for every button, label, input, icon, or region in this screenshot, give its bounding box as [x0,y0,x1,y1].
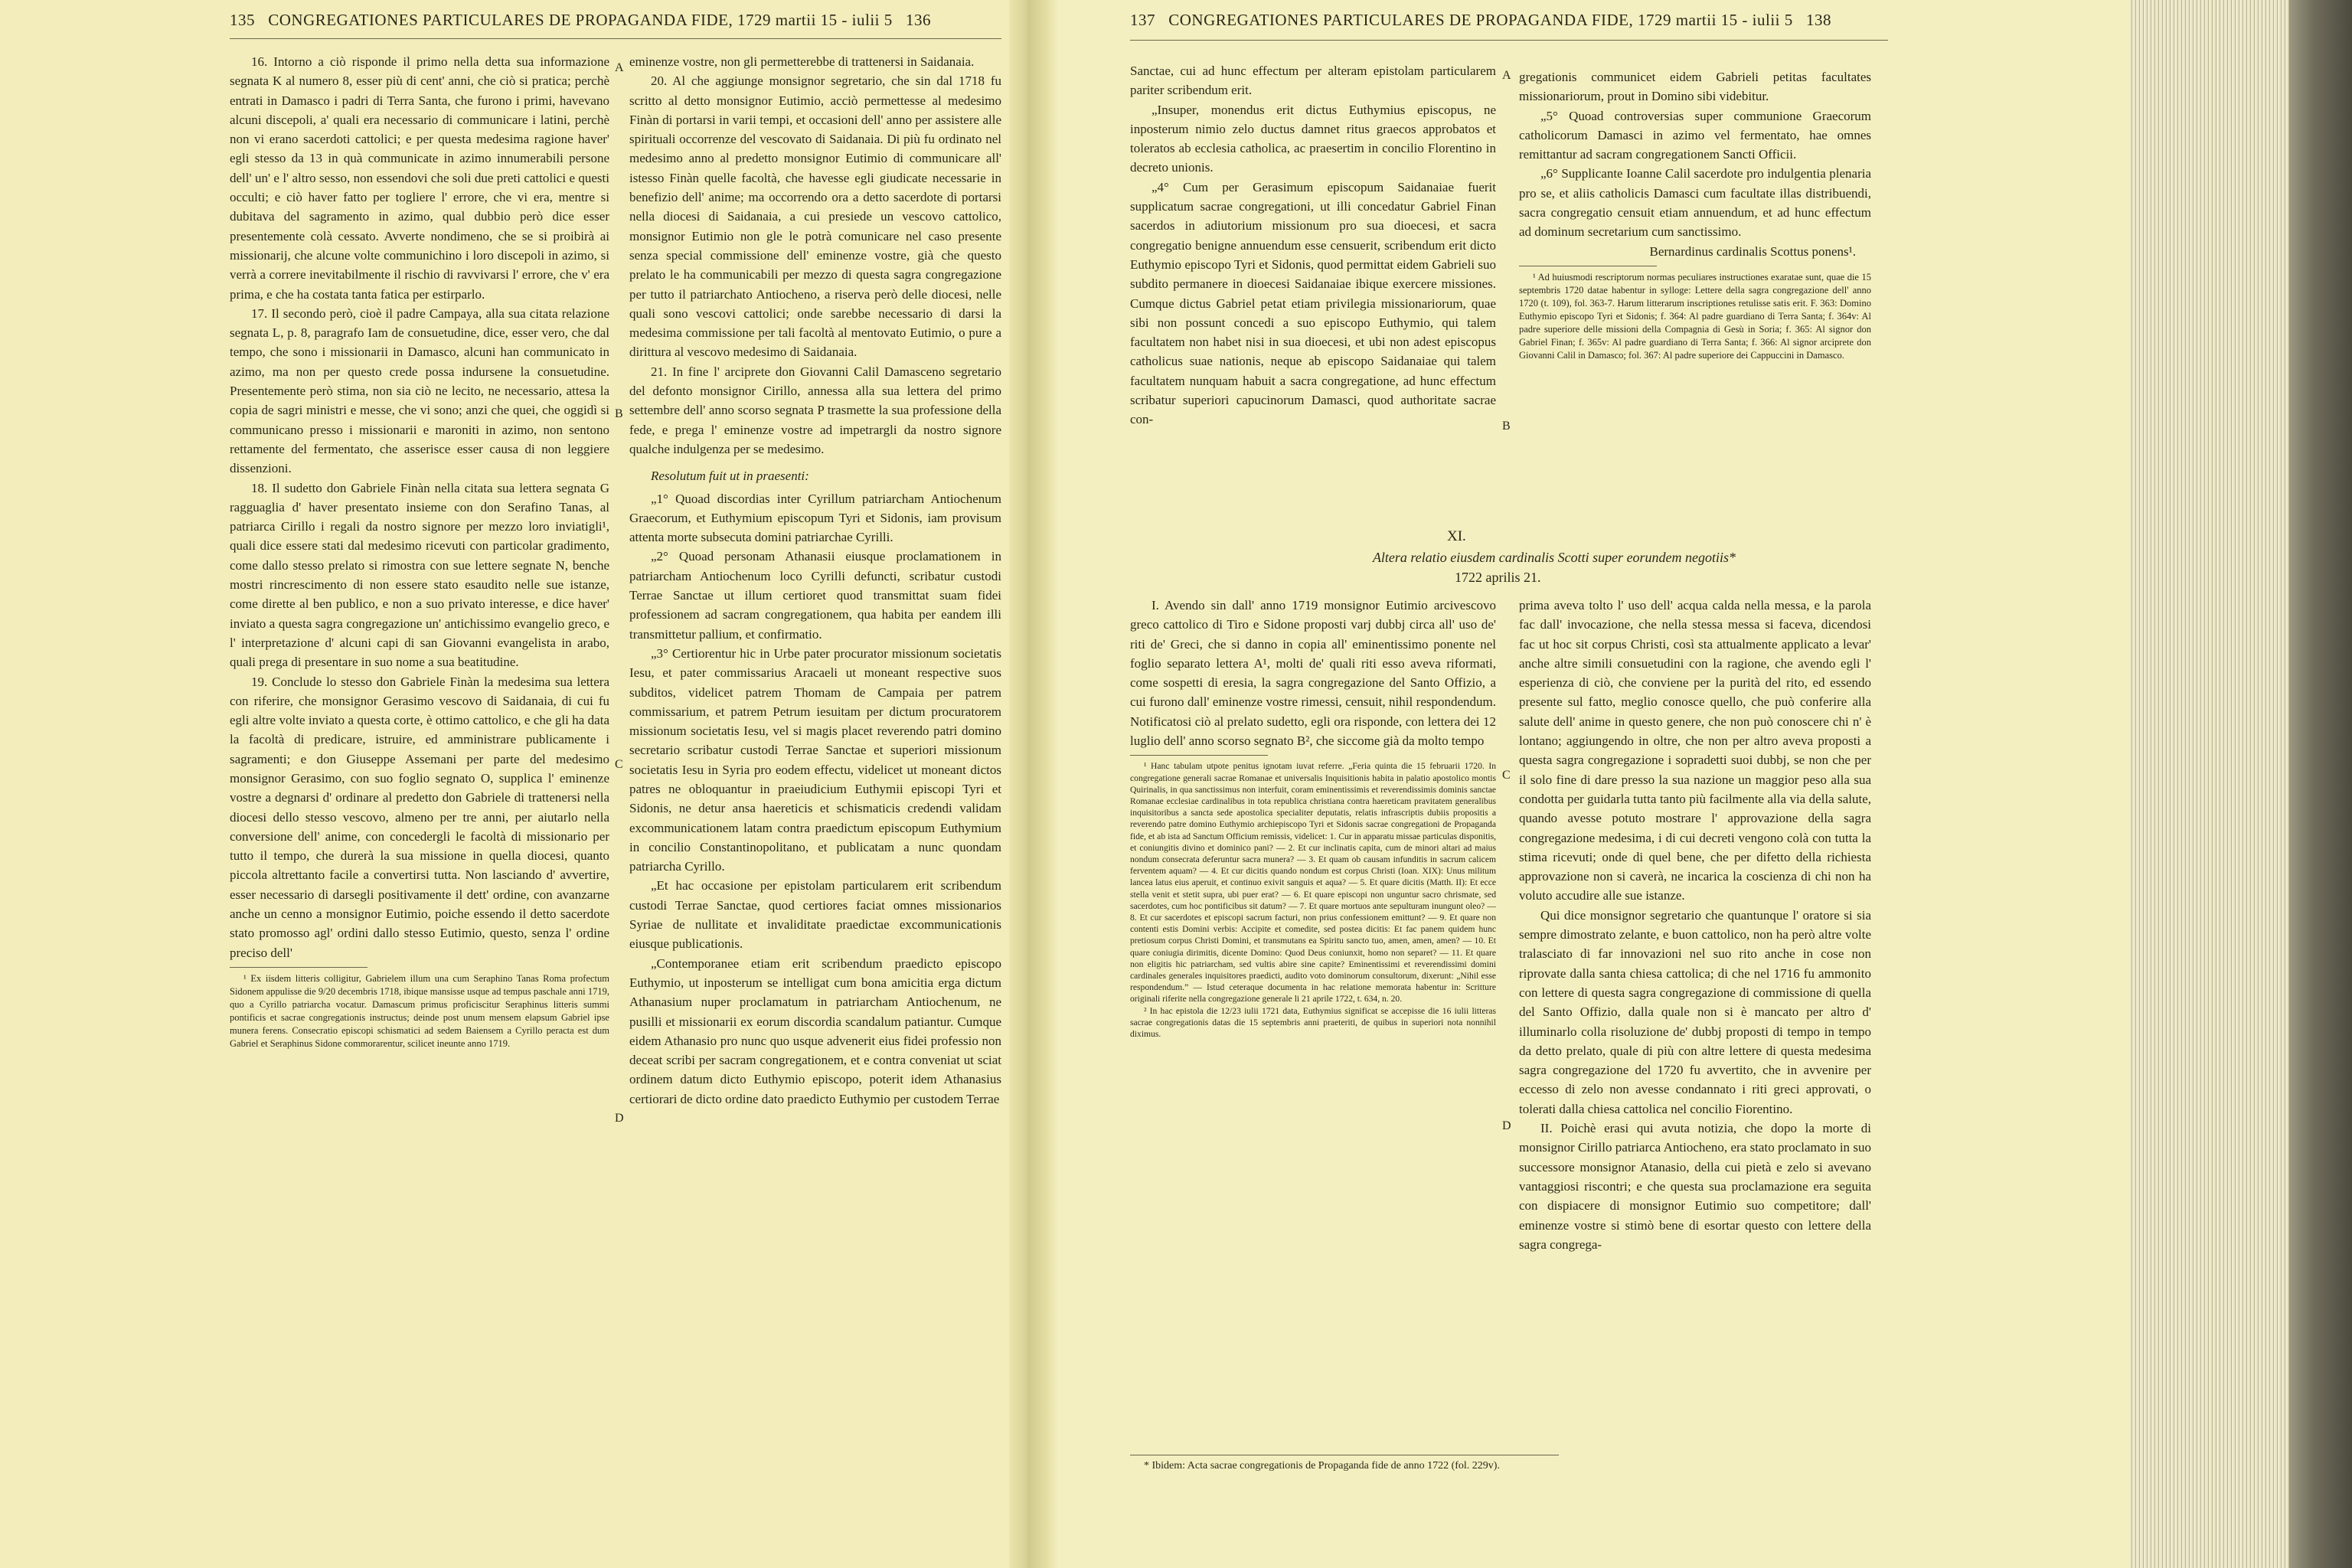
paragraph-II: II. Poichè erasi qui avuta notizia, che dopo la morte di monsignor Cirillo patriarca Antiocheno, era stato proclamato in suo successore monsignor Atanasio, della cui pietà e zelo si avevano vantaggiosi riscontri; e che questa sua proclamazione era seguita con dispiacere di monsignor Eutimio suo competitore; dall' eminenze vostre si stimò bene di esortar questo con lettere della sagra congrega- [1519,1121,1871,1252]
footnote-text: ¹ Ex iisdem litteris colligitur, Gabrielem illum una cum Seraphino Tanas Roma profectum Sidonem appulisse die 9/20 decembris 1718, ibique mansisse usque ad tempus paschale anni 1719, quo a Cyrillo patriarcha vocatur. Damascum primus proficiscitur Seraphinus litteris summi pontificis et sacrae congregationis instructus; deinde post unum mensem elapsum Gabriel ipse munera ferens. Consecratio episcopi schismatici ad sedem Baiensem a Cyrillo peracta est dum Gabriel et Seraphinus Sidone commorarentur, scilicet ineunte anno 1719. [230,972,609,1049]
margin-letter-c-right: C [1502,769,1511,782]
paragraph-qui-dice: Qui dice monsignor segretario che quantunque l' oratore si sia sempre dimostrato zelante, e buon cattolico, non ha però altre volte tralasciato di far innovazioni nel suo rito anche in cose non riprovate dalla santa chiesa cattolica; di che nel 1716 fu ammonito con lettere di questa sagra congregazione di commissione di quella del Santo Offizio, dalla quale non si è mancato per altro d' illuminarlo colla risoluzione de' dubbj proposti di tempo in tempo da detto prelato, quale di più con altre lettere di questa medesima sagra congregazione del 1720 fu avvertito, che in avvenire per eccesso di zelo non avesse condannato i riti greci approvati, o tolerati dalla chiesa cattolica nel concilio Fiorentino. [1519,907,1871,1116]
margin-letter-d: D [615,1112,624,1125]
right-column-1-bottom [1130,596,1496,1040]
paragraph-I: I. Avendo sin dall' anno 1719 monsignor Eutimio arcivescovo greco cattolico di Tiro e Sidone proposti varj dubbj circa all' uso de' riti de' Greci, che si danno in copia all' eminentissimo ponente nel foglio separato lettera A¹, molti de' quali riti esso aveva riformati, come sospetti di eresia, la sagra congregazione del Santo Offizio, a cui furono dall' eminenze vostre rimessi, censuit, nihil respondendum. Notificatosi ciò al prelato sudetto, egli ora risponde, con lettera dei 12 luglio dell' anno scorso segnato B², che siccome già da molto tempo [1130,598,1496,749]
resolutum-heading: Resolutum fuit ut in praesenti: [651,469,809,484]
paragraph-21: 21. In fine l' arciprete don Giovanni Calil Damasceno segretario del defonto monsignor Cirillo, annessa alla sua lettera del primo settembre dell' anno scorso segnata P trasmette la sua professione della fede, e prega l' eminenze vostre ad impetrargli da nostro signore qualche indulgenza per se medesimo. [629,364,1001,456]
margin-letter-c: C [615,758,623,771]
paragraph-prima: prima aveva tolto l' uso dell' acqua calda nella messa, e la parola fac dall' invocazione, che nella stessa messa si faceva, dicendosi fac ut hoc sit corpus Christi, così sta attualmente applicato a levar' anche altre simili consuetudini con la ragione, che avendo egli l' esperienza di ciò, che conviene per la purità del rito, ed essendo presente sul fatto, meglio conosce quello, che può conferire alla salute dell' anime in questo genere, che non può conoscere chi n' è lontano; aggiungendo in oltre, che non per altro aveva proposti a questa sagra congregazione i sopradetti suoi dubbj, se non che per il solo fine di dare presso la sua nazione un maggior peso alla sua condotta per guidarla tutta tanto più facilmente alla via della salute, quando avesse potuto mostrare l' approvazione della sagra congregazione medesima, i di cui decreti vengono colà con tutta la stima ricevuti; onde di quel bene, che per difetto della richiesta approvazione non si caverà, ne incarica la coscienza di chi non ha voluto accudire alle sue istanze. [1519,598,1871,903]
footnote-rule [230,967,368,968]
page-number-136: 136 [906,11,931,29]
header-rule-left [230,38,1001,39]
margin-letter-d-right: D [1502,1119,1511,1132]
margin-letter-b-right: B [1502,420,1511,433]
book-cover-edge [2289,0,2352,1568]
signature-scottus: Bernardinus cardinalis Scottus ponens¹. [1649,243,1856,259]
paragraph-19: 19. Conclude lo stesso don Gabriele Finàn la medesima sua lettera con riferire, che monsignor Gerasimo vescovo di Saidanaia, di cui fu egli altre volte inviato a questa corte, è ottimo cattolico, e che gli ha data la facoltà di predicare, istruire, ed amministrare publicamente i sagramenti; e don Giuseppe Assemani per parte del medesimo monsignor Gerasimo, con suo foglio segnato O, supplica l' eminenze vostre a degnarsi d' ordinare al predetto don Gabriele di trattenersi nella diocesi dello stesso vescovo, almeno per tre anni, per aiutarlo nella conversione dell' anime, con concedergli le facoltà di missionario per tutto il tempo, che durerà la sua missione in quella diocesi, quanto piccola altrettanto facile a convertirsi tutta. Non lasciando d' avvertire, esser necessario di darsegli positivamente il dett' ordine, con avanzarne anche un cenno a monsignor Eutimio, poiche essendo il detto sacerdote stato promosso agl' ordini dallo stesso Eutimio, questo, senza l' ordine preciso dell' [230,674,609,960]
page-number-135: 135 [230,11,255,29]
bottom-footnote [1130,1459,1819,1472]
right-column-2-bottom [1519,596,1871,1254]
page-number-137: 137 [1130,11,1155,29]
resolution-1: „1° Quoad discordias inter Cyrillum patriarcham Antiochenum Graecorum, et Euthymium episcopum Tyri et Sidonis, iam provisum attenta morte subsecuta domini patriarchae Cyrilli. [629,491,1001,545]
section-title: Altera relatio eiusdem cardinalis Scotti super eorundem negotiis* [1372,550,1736,565]
running-title: CONGREGATIONES PARTICULARES DE PROPAGANDA FIDE, 1729 martii 15 - iulii 5 [268,11,893,29]
margin-letter-a-right: A [1502,69,1511,82]
left-column-2 [629,52,1001,1109]
right-column-2-top [1519,67,1871,362]
book-gutter-right [1027,0,1058,1568]
resolution-5: „5° Quoad controversias super communione Graecorum catholicorum Damasci in azimo vel fermentato, hae omnes remittantur ad sacram congregationem Sancti Officii. [1519,108,1871,162]
paragraph-insuper: „Insuper, monendus erit dictus Euthymius episcopus, ne inposterum nimio zelo ductus damnet ritus graecos approbatos et toleratos ab ecclesia catholica, ac praesertim in concilio Florentino in decreto unionis. [1130,102,1496,175]
footnote-text-right: ¹ Ad huiusmodi rescriptorum normas peculiares instructiones exaratae sunt, quae die 15 septembris 1720 datae habentur in sylloge: Lettere della sagra congregazione dell' anno 1720 (t. 109), fol. 363-7. Harum litterarum inscriptiones retulisse satis erit. F. 363: Domino Euthymio episcopo Tyri et Sidonis; f. 364: Al padre guardiano di Terra Santa; f. 364v: Al padre superiore delle missioni della Compagnia di Gesù in Soria; f. 365: Al signor don Gabriel Finan; f. 365v: Al padre guardiano di Terra Santa; f. 366: Al signor arciprete don Giovanni Calil in Damasco; fol. 367: Al padre superiore dei Cappuccini in Damasco. [1519,271,1871,361]
right-column-1-top [1130,61,1496,430]
header-rule-right [1130,40,1888,41]
footnote-1-tabulam: ¹ Hanc tabulam utpote penitus ignotam iuvat referre. „Feria quinta die 15 februarii 1720. In congregatione generali sacrae Romanae et universalis Inquisitionis habita in palatio apostolico montis Quirinalis, in qua sanctissimus non interfuit, coram eminentissimis et reverendissimis dominis sanctae Romanae ecclesiae cardinalibus in tota republica christiana contra haereticam pravitatem generalibus inquisitoribus a sancta sede apostolica specialiter deputatis, relatis infrascriptis dubiis propositis a reverendo patre domino Euthymio archiepiscopo Tyri et Sidonis sacrae congregationi de Propaganda fide, et ab ista ad Sanctum Officium remissis, videlicet: 1. Cur in apparatu missae particulas disponitis, et coniungitis divino et dominico pani? — 2. Et cur inclinatis capita, cum de minori altari ad maius nondum consecrata deferuntur sacra munera? — 3. Et quam ob causam infunditis in sacrum calicem ferventem aquam? — 4. Et cur dicitis quando nondum est corpus Christi (Ioan. XIX): Unus militum lancea latus eius aperuit, et continuo exivit sanguis et aqua? — 5. Et quare dicitis (Matth. II): Et ecce stella venit et stetit supra, ubi puer erat? — 6. Et quare episcopi non unguntur sacro chrismate, sed sacerdotes, cum hoc pontificibus sit datum? — 7. Et quare mortuos ante sepulturam inungunt oleo? — 8. Et cur sacerdotes et episcopi sacrum facturi, non prius confessionem emittunt? — 9. Et quare non contenti estis Domini verbis: Accipite et comedite, sed postea dicitis: Et fac panem quidem hunc pretiosum corpus Christi Domini, et transmutans ea Spiritu sancto tuo, amen, amen, amen? — 10. Et quare coniugia dirimitis, dicente Domino: Quod Deus coniunxit, homo non separet? — 11. Et quare non eligitis hic patriarcham, sed vultis abire sine capite? Eminentissimi et reverendissimi domini cardinales generales inquisitores praedicti, audito voto dominorum consultorum, dixerunt: „Nihil esse respondendum.” — Istud ceteraque documenta in hac relatione memorata habentur in: Scritture originali riferite nella congregazione generale li 21 aprile 1722, t. 634, n. 20. [1130,761,1496,1004]
footnotes-right-bottom [1130,760,1496,1040]
left-column-1 [230,52,609,1050]
footnote-rule-right-bottom [1130,755,1268,756]
resolution-3-addendum: „Et hac occasione per epistolam particularem erit scribendum custodi Terrae Sanctae, quod certiores faciat omnes missionarios Syriae de nullitate et invaliditate praedictae excommunicationis eiusque publicationis. [629,878,1001,952]
resolution-6: „6° Supplicante Ioanne Calil sacerdote pro indulgentia plenaria pro se, et aliis catholicis Damasci cum facultate illas distribuendi, sacra congregatio censuit etiam annuendum, et ad hunc effectum ad dominum secretarium cum sanctissimo. [1519,166,1871,240]
resolution-3-contemporanee: „Contemporanee etiam erit scribendum praedicto episcopo Euthymio, ut inposterum se intelligat cum bona amicitia erga dictum Athanasium nuper proclamatum in patriarcham Antiochenum, ne pusilli et missionarii ex eorum discordia scandalum patiantur. Cumque eidem Athanasio pro nunc quo usque advenerit eius fidei professio non deceat scribi per sacram congregationem, et e contra conveniat ut sciat ordinem datum dicto Euthymio episcopo, poterit idem Athanasius certiorari de dicto ordine dato praedicto Euthymio per custodem Terrae [629,956,1001,1106]
paragraph-sanctae: Sanctae, cui ad hunc effectum per alteram epistolam particularem pariter scribendum erit. [1130,64,1496,98]
section-date: 1722 aprilis 21. [1455,570,1541,585]
resolution-4: „4° Cum per Gerasimum episcopum Saidanaiae fuerit supplicatum sacrae congregationi, ut illi concedatur Gabriel Finan sacerdos in adiutorium missionum pro sua dioecesi, et sacra congregatio benigne annuendum esse censuerit, scribendum erit dicto Euthymio episcopo Tyri et Sidonis, quod permittat eidem Gabrieli suo subdito permanere in dioecesi Saidanaiae ibique exercere missiones. Cumque dictus Gabriel petat etiam privilegia missionariorum, quae sibi non possunt concedi a suo episcopo Euthymio, qui talem facultatem non habet nisi in sua dioecesi, et ubi non adest episcopus catholicus suae nationis, neque ab episcopo Saidanaiae qui talem facultatem nunquam habuit a sacra congregatione, ad hunc effectum scribatur superiori capucinorum Damasci, quod authoritate sacrae con- [1130,179,1496,427]
paragraph-continuation: eminenze vostre, non gli permetterebbe di trattenersi in Saidanaia. [629,54,975,69]
paragraph-17: 17. Il secondo però, cioè il padre Campaya, alla sua citata relazione segnata L, p. 8, paragrafo Iam de consuetudine, dice, esser vero, che dal tempo, che sono i missionarii in Damasco, alcuni han communicato in azimo, ma non per questo crede possa indursene la consuetudine. Presentemente però stima, non sia ciò ne lecito, ne necessario, attesa la copia de sagri ministri e messe, che vi sono; anzi che quei, che oggidì si communicano presso i missionarii e maroniti in azimo, non sentono rettamente del fermentato, che asserisce esser causa di non leggiere dissenzioni. [230,305,609,476]
paragraph-20: 20. Al che aggiunge monsignor segretario, che sin dal 1718 fu scritto al detto monsignor Eutimio, acciò permettesse al medesimo Finàn di portarsi in varii tempi, et occasioni dell' anno per assistere alle spirituali occorrenze del vescovato di Saidanaia. Di più fu ordinato nel medesimo anno al predetto monsignor Eutimio di communicare all' istesso Finàn quelle facoltà, che havesse egli giudicate necessarie in benefizio dell' anime; ma occorrendo ora a detto sacerdote di portarsi nella diocesi di Saidanaia, a cui presiede un vescovo cattolico, monsignor Eutimio non gle le potrà comunicare nel caso presente senza special commissione dell' eminenze vostre, già che questo prelato le ha communicabili per mezzo di questa sagra congregazione per tutto il patriarchato Antiocheno, a riserva però delle diocesi, nelle quali sono vescovi cattolici; onde sarebbe necessario di darsi la medesima commissione per tali facoltà al mentovato Eutimio, o pure a dirittura al vescovo medesimo di Saidanaia. [629,74,1001,360]
paragraph-16: 16. Intorno a ciò risponde il primo nella detta sua informazione segnata K al numero 8, esser più di cent' anni, che ciò si pratica; perchè entrati in Damasco i padri di Terra Santa, che furono i primi, havevano alcuni discepoli, a' quali era necessario di communicare i latini, perchè non vi erano sacerdoti cattolici; e per questa medesima ragione haver' egli stesso da 13 in quà communicate in azimo innumerabili persone dell' un' e l' altro sesso, non essendovi che soli due preti cattolici e questi occulti; e ciò haver fatto per togliere l' errore, che vi era, mentre si dubitava del sagramento in azimo, qual dubbio però dice esser presentemente colà cessato. Avverte nondimeno, che se si proibirà ai missionarij, che alcune volte communichino i loro discepoli in azimo, si verrà a correre inevitabilmente il rischio di ravvivarsi l' errore, che v' era prima, e che ha costata tanta fatica per estirparlo. [230,54,609,302]
resolution-3: „3° Certiorentur hic in Urbe pater procurator missionum societatis Iesu, et pater commissarius Aracaeli ut moneant respective suos subditos, videlicet patrem Thomam de Campaia per patrem commissarium, et patrem Petrum iesuitam per dictum procuratorem missionum societatis Iesu, vel si magis placet reverendo patri domino secretario scribatur custodi Terrae Sanctae et superiori missionum societatis Iesu in Syria pro eodem effectu, videlicet ut moneant dictos patres ne obloquantur in praeiudicium Euthymii episcopi Tyri et Sidonis, ne detur ansa haereticis et schismaticis credendi validam excommunicationem latam contra praedictum episcopum Euthymium in concilio Constantinopolitano, et publicatam a nunc quondam patriarcha Cyrillo. [629,645,1001,874]
footnote-right-top [1519,271,1871,362]
paragraph-18: 18. Il sudetto don Gabriele Finàn nella citata sua lettera segnata G ragguaglia d' haver presentato insieme con don Serafino Tanas, al patriarca Cirillo i regali da nostro signore per mezzo loro inviatigli¹, quali dice essere stati dal medesimo ricevuti con particolar gradimento, come dallo stesso prelato si rimostra con sue lettere segnate N, benche mostri rincrescimento di non essere stato esaudito nelle sue istanze, come dirette al ben publico, e non a suo privato interesse, e dice haver' inviato a questa sagra congregazione un' antichissimo evangelio greco, e l' interpretazione d' alcuni capi di san Giovanni evangelista in arabo, quali prega di presentare in suo nome a sua beatitudine. [230,480,609,670]
section-number: XI. [1447,528,1466,544]
bottom-footnote-text: * Ibidem: Acta sacrae congregationis de Propaganda fide de anno 1722 (fol. 229v). [1144,1460,1500,1472]
margin-letter-b: B [615,407,623,420]
footnote-2-epistola: ² In hac epistola die 12/23 iulii 1721 data, Euthymius significat se accepisse die 16 iulii litteras sacrae congregationis datas die 15 septembris anni praeteriti, de quibus in superiori nota nonnihil diximus. [1130,1005,1496,1040]
paragraph-gregationis: gregationis communicet eidem Gabrieli petitas facultates missionariorum, prout in Domino sibi videbitur. [1519,70,1871,104]
page-number-138: 138 [1806,11,1831,29]
margin-letter-a: A [615,61,624,74]
resolution-2: „2° Quoad personam Athanasii eiusque proclamationem in patriarcham Antiochenum loco Cyrilli defuncti, scribatur custodi Terrae Sanctae ut illum certioret quod transmittat suam fidei professionem ad sacram congregationem, qua habita per eandem illi transmittetur pallium, et confirmatio. [629,549,1001,642]
right-header [1130,11,1831,30]
footnote-left [230,972,609,1050]
running-title-right: CONGREGATIONES PARTICULARES DE PROPAGANDA FIDE, 1729 martii 15 - iulii 5 [1168,11,1793,29]
left-header [230,11,931,30]
